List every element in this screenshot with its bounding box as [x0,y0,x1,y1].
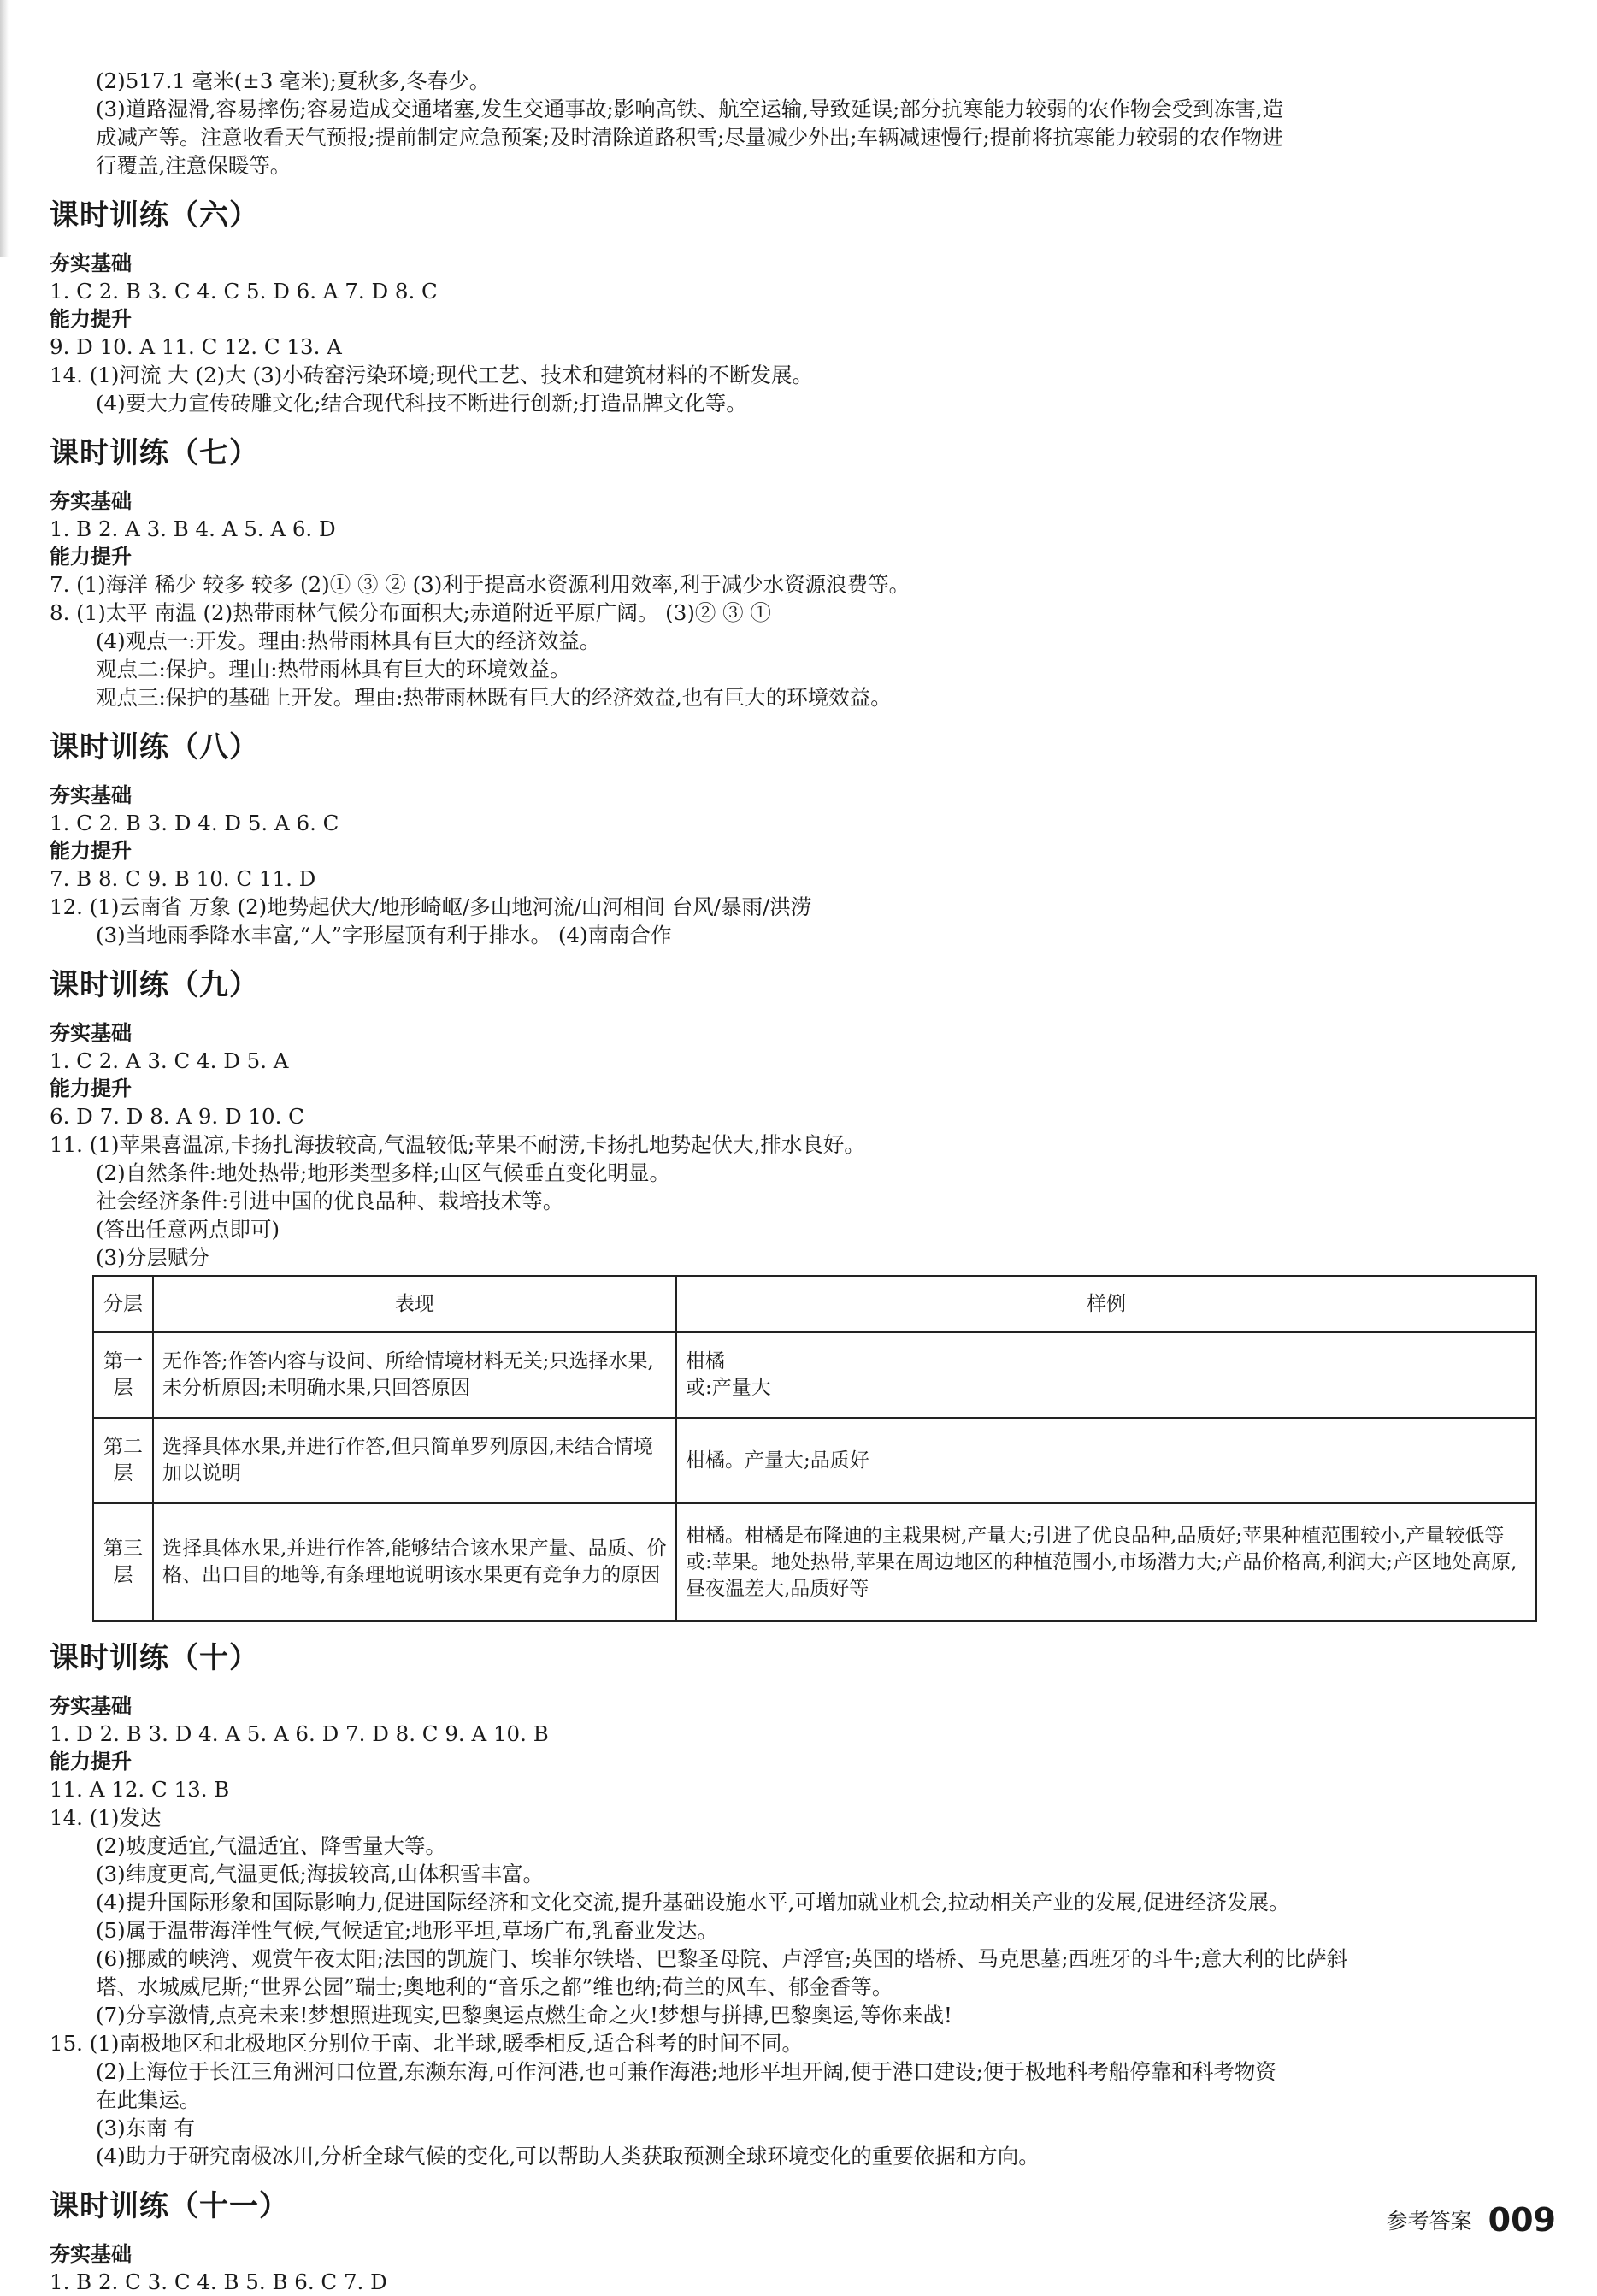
question-line: 观点三:保护的基础上开发。理由:热带雨林既有巨大的经济效益,也有巨大的环境效益。 [96,685,892,710]
table-row [93,1332,1536,1418]
question-line: (5)属于温带海洋性气候,气候适宜;地形平坦,草场广布,乳畜业发达。 [96,1918,718,1943]
question-line: (2)自然条件:地处热带;地形类型多样;山区气候垂直变化明显。 [96,1160,670,1185]
question-line: 社会经济条件:引进中国的优良品种、栽培技术等。 [96,1189,564,1213]
answer-line: 9. D 10. A 11. C 12. C 13. A [50,334,342,359]
answer-line: 1. D 2. B 3. D 4. A 5. A 6. D 7. D 8. C 9. A 10. B [50,1721,549,1746]
question-line: (2)上海位于长江三角洲河口位置,东濒东海,可作河港,也可兼作海港;地形平坦开阔,便于港口建设;便于极地科考船停靠和科考物资 [96,2059,1276,2084]
subheading-basic: 夯实基础 [50,783,132,807]
subheading-basic: 夯实基础 [50,2242,132,2266]
level-cell: 第一层 [93,1332,153,1418]
section-title-6: 课时训练（六） [50,198,259,233]
answer-line: 7. B 8. C 9. B 10. C 11. D [50,866,316,891]
answer-line: 1. C 2. B 3. D 4. D 5. A 6. C [50,811,339,835]
example-cell [676,1332,1536,1418]
example-line: 或:苹果。地处热带,苹果在周边地区的种植范围小,市场潜力大;产品价格高,利润大;产区地处高原,昼夜温差大,品质好等 [686,1550,1517,1600]
question-line: (3)纬度更高,气温更低;海拔较高,山体积雪丰富。 [96,1862,545,1886]
answer-line: 1. B 2. C 3. C 4. B 5. B 6. C 7. D [50,2269,387,2294]
text-line: (3)道路湿滑,容易摔伤;容易造成交通堵塞,发生交通事故;影响高铁、航空运输,导致延误;部分抗寒能力较弱的农作物会受到冻害,造 [96,97,1284,121]
question-line: 塔、水城威尼斯;“世界公园”瑞士;奥地利的“音乐之都”维也纳;荷兰的风车、郁金香等。 [96,1974,893,1999]
question-line: (7)分享激情,点亮未来!梦想照进现实,巴黎奥运点燃生命之火!梦想与拼搏,巴黎奥运,等你来战! [96,2003,952,2027]
performance-cell: 选择具体水果,并进行作答,能够结合该水果产量、品质、价格、出口目的地等,有条理地说明该水果更有竞争力的原因 [153,1503,676,1621]
level-cell: 第二层 [93,1418,153,1503]
level-cell: 第三层 [93,1503,153,1621]
subheading-basic: 夯实基础 [50,489,132,513]
footer-label: 参考答案 [1386,2209,1472,2234]
subheading-advanced: 能力提升 [50,307,132,331]
question-line: (6)挪威的峡湾、观赏午夜太阳;法国的凯旋门、埃菲尔铁塔、巴黎圣母院、卢浮宫;英国的塔桥、马克思墓;西班牙的斗牛;意大利的比萨斜 [96,1946,1348,1971]
top-spacer [50,0,1546,67]
subheading-advanced: 能力提升 [50,545,132,569]
question-line: 8. (1)太平 南温 (2)热带雨林气候分布面积大;赤道附近平原广阔。 (3)② ③ ① [50,600,771,625]
subheading-basic: 夯实基础 [50,251,132,275]
section-title-7: 课时训练（七） [50,436,259,470]
answer-page [50,0,1546,2296]
question-line: 观点二:保护。理由:热带雨林具有巨大的环境效益。 [96,657,571,682]
page-number: 009 [1488,2201,1556,2239]
answer-line: 11. A 12. C 13. B [50,1777,230,1802]
section-title-9: 课时训练（九） [50,968,259,1002]
table-row [93,1418,1536,1503]
example-line: 柑橘。柑橘是布隆迪的主栽果树,产量大;引进了优良品种,品质好;苹果种植范围较小,产量较低等 [686,1524,1505,1547]
subheading-advanced: 能力提升 [50,1077,132,1101]
table-header-row [93,1276,1536,1332]
scoring-table [92,1275,1537,1622]
question-line: (答出任意两点即可) [96,1217,280,1242]
question-line: (4)观点一:开发。理由:热带雨林具有巨大的经济效益。 [96,629,601,653]
performance-cell: 无作答;作答内容与设问、所给情境材料无关;只选择水果,未分析原因;未明确水果,只回答原因 [153,1332,676,1418]
table-row [93,1503,1536,1621]
header-example: 样例 [676,1276,1536,1332]
subheading-basic: 夯实基础 [50,1021,132,1045]
example-cell [676,1503,1536,1621]
question-line: (3)东南 有 [96,2116,195,2140]
header-level: 分层 [93,1276,153,1332]
binding-edge-shadow [0,0,9,257]
answer-line: 1. C 2. A 3. C 4. D 5. A [50,1048,289,1073]
answer-line: 6. D 7. D 8. A 9. D 10. C [50,1104,304,1129]
question-line: 在此集运。 [96,2087,201,2112]
subheading-advanced: 能力提升 [50,1750,132,1774]
subheading-advanced: 能力提升 [50,839,132,863]
text-line: 行覆盖,注意保暖等。 [96,153,292,178]
question-line: (4)提升国际形象和国际影响力,促进国际经济和文化交流,提升基础设施水平,可增加就业机会,拉动相关产业的发展,促进经济发展。 [96,1890,1290,1915]
section-title-8: 课时训练（八） [50,730,259,764]
text-line: (2)517.1 毫米(±3 毫米);夏秋多,冬春少。 [96,68,491,93]
page-footer [1387,2201,1556,2239]
question-line: (2)坡度适宜,气温适宜、降雪量大等。 [96,1833,446,1858]
subheading-basic: 夯实基础 [50,1694,132,1718]
question-line: (4)助力于研究南极冰川,分析全球气候的变化,可以帮助人类获取预测全球环境变化的重要依据和方向。 [96,2144,1040,2169]
question-line: 15. (1)南极地区和北极地区分别位于南、北半球,暖季相反,适合科考的时间不同。 [50,2031,804,2056]
example-cell: 柑橘。产量大;品质好 [676,1418,1536,1503]
question-line: 14. (1)河流 大 (2)大 (3)小砖窑污染环境;现代工艺、技术和建筑材料的不断发展。 [50,363,813,387]
example-line: 柑橘 [686,1350,725,1372]
question-line: (3)分层赋分 [96,1245,209,1270]
question-line: 11. (1)苹果喜温凉,卡扬扎海拔较高,气温较低;苹果不耐涝,卡扬扎地势起伏大,排水良好。 [50,1132,865,1157]
example-line: 或:产量大 [686,1377,771,1399]
header-performance: 表现 [153,1276,676,1332]
question-line: 7. (1)海洋 稀少 较多 较多 (2)① ③ ② (3)利于提高水资源利用效率,利于减少水资源浪费等。 [50,572,910,597]
performance-cell: 选择具体水果,并进行作答,但只简单罗列原因,未结合情境加以说明 [153,1418,676,1503]
text-line: 成减产等。注意收看天气预报;提前制定应急预案;及时清除道路积雪;尽量减少外出;车辆减速慢行;提前将抗寒能力较弱的农作物进 [96,125,1283,150]
question-line: (4)要大力宣传砖雕文化;结合现代科技不断进行创新;打造品牌文化等。 [96,391,747,416]
answer-line: 1. C 2. B 3. C 4. C 5. D 6. A 7. D 8. C [50,279,438,304]
section-title-10: 课时训练（十） [50,1641,259,1675]
question-line: 12. (1)云南省 万象 (2)地势起伏大/地形崎岖/多山地河流/山河相间 台风/暴雨/洪涝 [50,894,812,919]
answer-line: 1. B 2. A 3. B 4. A 5. A 6. D [50,516,336,541]
section-title-11: 课时训练（十一） [50,2189,289,2223]
question-line: (3)当地雨季降水丰富,“人”字形屋顶有利于排水。 (4)南南合作 [96,923,672,947]
question-line: 14. (1)发达 [50,1805,162,1830]
